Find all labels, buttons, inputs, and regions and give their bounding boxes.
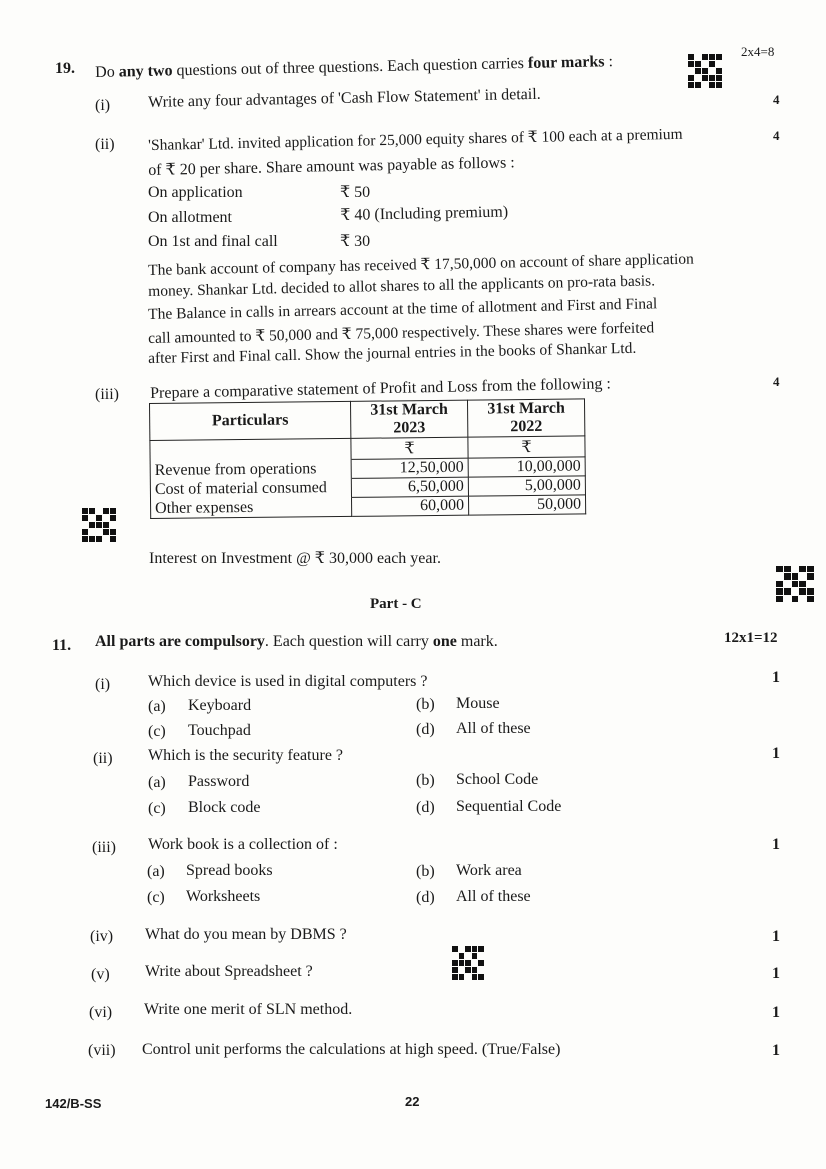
q11-instr-bold: compulsory: [184, 633, 265, 650]
q19-i-marks: 4: [773, 92, 780, 107]
q11-item-text: What do you mean by DBMS ?: [145, 926, 347, 943]
q11-item-text: Which device is used in digital computers ?: [148, 673, 428, 690]
payment-value: ₹ 30: [340, 233, 371, 250]
q11-instr-bold: one: [432, 633, 457, 650]
section-heading-part-c: Part - C: [370, 596, 422, 612]
q11-item-number: (iii): [92, 839, 116, 856]
q11-item-number: (vi): [89, 1004, 113, 1021]
table-row: [151, 495, 586, 519]
table-header: 31st March 2023: [350, 400, 467, 438]
q19-instruction: [95, 53, 613, 82]
q11-item-text: Write about Spreadsheet ?: [145, 963, 313, 980]
table-cell: 10,00,000: [468, 457, 585, 477]
q11-item-marks: 1: [772, 669, 780, 686]
payment-label: On application: [148, 184, 243, 201]
q19-iii-note: Interest on Investment @ ₹ 30,000 each year.: [149, 550, 441, 567]
option-label: (d): [416, 721, 435, 738]
q11-item-marks: 1: [772, 836, 780, 853]
option-text: School Code: [456, 771, 539, 788]
option-label: (d): [416, 889, 435, 906]
q19-ii-marks: 4: [773, 128, 780, 143]
option-label: (a): [147, 863, 165, 880]
option-label: (c): [148, 723, 166, 740]
currency-symbol: ₹: [351, 437, 468, 459]
q19-number: 19.: [55, 60, 75, 77]
payment-value: ₹ 40 (Including premium): [340, 203, 509, 224]
option-text: Sequential Code: [456, 798, 562, 815]
q11-item-text: Which is the security feature ?: [148, 747, 344, 764]
currency-symbol: ₹: [468, 436, 585, 458]
q11-item-marks: 1: [772, 745, 780, 762]
qr-code-icon: [82, 508, 116, 542]
qr-code-icon: [688, 54, 722, 88]
q19-instr-bold: four marks: [527, 53, 605, 72]
comparative-table: [149, 398, 586, 519]
option-text: Touchpad: [188, 722, 251, 739]
option-text: Work area: [456, 862, 522, 879]
q19-ii-para-line: The Balance in calls in arrears account at the time of allotment and First and Final: [148, 295, 658, 323]
table-cell: 50,000: [468, 495, 585, 515]
qr-code-icon: [776, 566, 814, 602]
q11-item-number: (i): [95, 676, 111, 693]
option-text: Worksheets: [186, 888, 261, 905]
q19-iii-number: (iii): [95, 386, 119, 403]
q19-iii-text: Prepare a comparative statement of Profit and Loss from the following :: [150, 375, 612, 402]
table-cell: Other expenses: [151, 497, 352, 518]
table-cell: Cost of material consumed: [150, 478, 351, 499]
option-label: (b): [416, 696, 435, 713]
q19-ii-para-line: money. Shankar Ltd. decided to allot shares to all the applicants on pro-rata basis.: [148, 272, 656, 300]
q11-instr-part: mark.: [460, 633, 498, 650]
q11-instr-part: All parts are: [95, 633, 181, 650]
q11-item-number: (v): [91, 966, 110, 983]
q19-ii-para-line: The bank account of company has received ₹ 17,50,000 on account of share application: [148, 250, 694, 279]
table-header-row: [150, 399, 585, 441]
table-cell: 5,00,000: [468, 476, 585, 496]
option-text: Spread books: [186, 862, 273, 879]
option-label: (d): [416, 799, 435, 816]
q11-item-marks: 1: [772, 965, 780, 982]
table-cell: 6,50,000: [351, 477, 468, 497]
q19-instr-bold: any two: [118, 62, 173, 81]
payment-value: ₹ 50: [340, 184, 371, 201]
option-label: (b): [416, 772, 435, 789]
table-cell: 60,000: [351, 496, 468, 516]
option-text: Keyboard: [188, 697, 252, 714]
q11-marks: 12x1=12: [724, 630, 778, 646]
q19-instr-part: Do: [95, 63, 115, 81]
q11-instr-part: . Each question will carry: [264, 633, 429, 650]
q11-number: 11.: [52, 637, 72, 654]
page-number: 22: [405, 1094, 420, 1109]
q11-item-text: Write one merit of SLN method.: [144, 1001, 353, 1018]
q11-item-text: Work book is a collection of :: [148, 836, 338, 853]
q19-ii-para-line: call amounted to ₹ 50,000 and ₹ 75,000 respectively. These shares were forfeited: [148, 319, 655, 347]
q11-instruction: [95, 633, 498, 651]
q11-item-number: (iv): [90, 928, 114, 945]
table-header: Particulars: [150, 401, 351, 440]
q11-item-marks: 1: [772, 1042, 780, 1059]
option-label: (c): [148, 800, 166, 817]
option-label: (a): [148, 698, 166, 715]
option-text: Block code: [188, 799, 261, 816]
q11-item-number: (vii): [88, 1042, 116, 1059]
q11-item-marks: 1: [772, 928, 780, 945]
q19-i-text: Write any four advantages of 'Cash Flow Statement' in detail.: [148, 85, 541, 111]
option-label: (b): [416, 863, 435, 880]
q19-ii-line2: of ₹ 20 per share. Share amount was payable as follows :: [148, 154, 515, 179]
option-text: All of these: [456, 888, 531, 905]
q19-instr-part: questions out of three questions. Each question carries: [176, 55, 525, 80]
table-header: 31st March 2022: [467, 399, 584, 437]
q19-i-number: (i): [95, 97, 111, 114]
q19-ii-line1: 'Shankar' Ltd. invited application for 25,000 equity shares of ₹ 100 each at a premium: [148, 125, 683, 154]
payment-label: On 1st and final call: [148, 233, 278, 250]
table-cell: Revenue from operations: [150, 459, 351, 480]
q19-instr-part: :: [608, 53, 614, 71]
option-text: Mouse: [456, 695, 500, 712]
q19-ii-para-line: after First and Final call. Show the journal entries in the books of Shankar Ltd.: [148, 339, 637, 367]
paper-code: 142/B-SS: [45, 1096, 102, 1111]
qr-code-icon: [452, 946, 484, 980]
q11-item-text: Control unit performs the calculations at high speed. (True/False): [142, 1041, 561, 1058]
option-label: (a): [148, 774, 166, 791]
q19-ii-number: (ii): [95, 136, 115, 153]
option-label: (c): [147, 889, 165, 906]
q11-item-marks: 1: [772, 1004, 780, 1021]
q11-item-number: (ii): [93, 750, 113, 767]
option-text: All of these: [456, 720, 531, 737]
payment-label: On allotment: [148, 209, 232, 226]
q19-marks: 2x4=8: [741, 44, 775, 59]
table-cell: 12,50,000: [351, 458, 468, 478]
q19-iii-marks: 4: [773, 374, 780, 389]
option-text: Password: [188, 773, 250, 790]
